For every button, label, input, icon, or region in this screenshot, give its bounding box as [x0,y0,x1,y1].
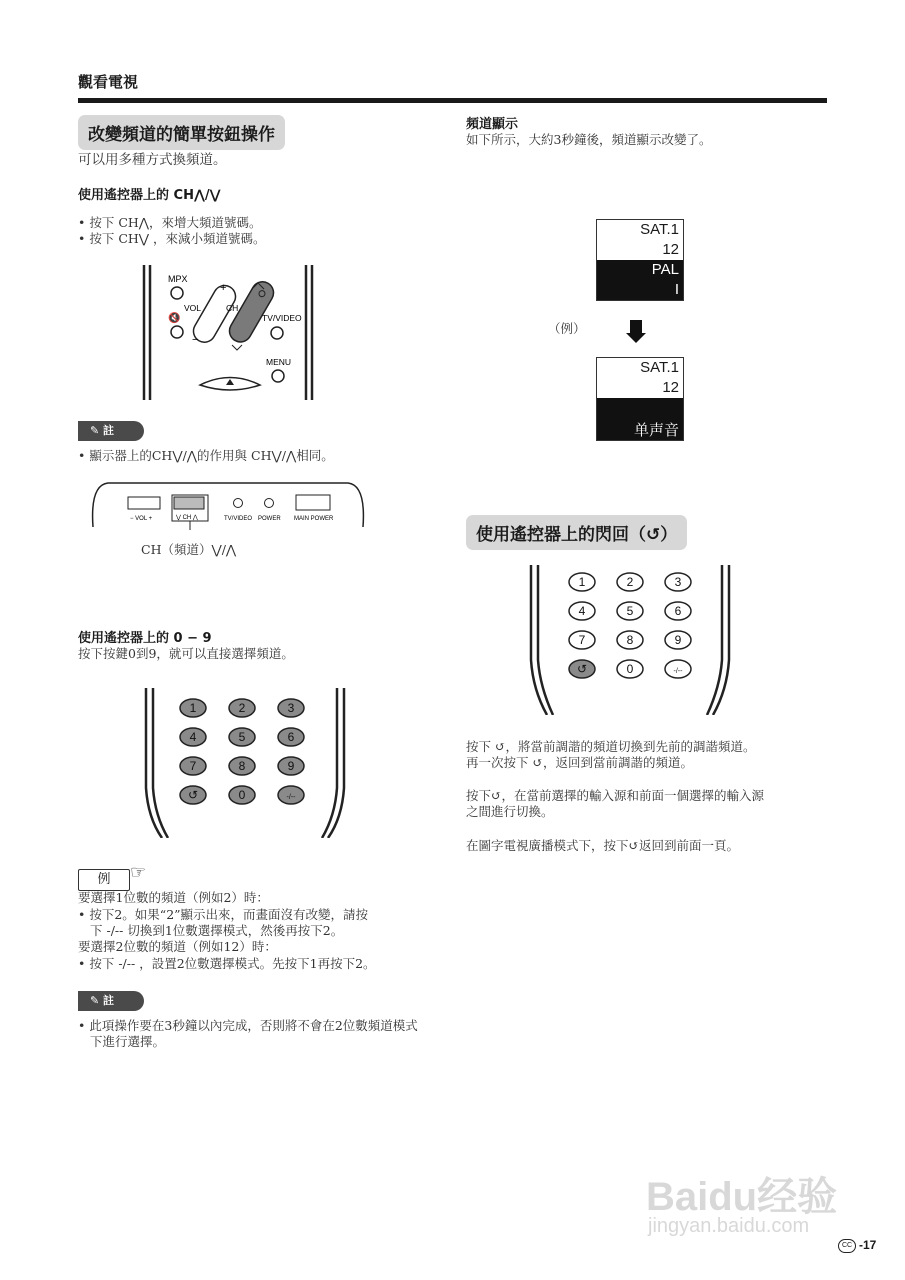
keypad-key-label-4: 5 [238,730,246,744]
display-desc: 如下所示，大約3秒鐘後，頻道顯示改變了。 [466,132,712,147]
note2-line-2: 下進行選擇。 [90,1034,166,1049]
osd-before-number: 12 [662,241,679,258]
keypad-key-label-5: 6 [287,730,295,744]
keypad-key-label-8: 9 [287,759,295,773]
keypad-key-label-1: 2 [626,575,634,589]
digits-heading: 使用遙控器上的 0 − 9 [78,631,212,646]
example-caption: （例） [548,321,586,336]
example-badge: 例 [78,869,130,891]
keypad-key-label-0: 1 [189,701,197,715]
keypad-key-label-6: 7 [189,759,197,773]
flash-p1-line-1: 按下 ↺，將當前調諧的頻道切換到先前的調諧頻道。 [466,739,756,754]
note1-text: • 顯示器上的CH⋁/⋀的作用與 CH⋁/⋀相同。 [78,447,334,464]
panel-power-label: POWER [258,516,281,522]
flash-p1-line-2: 再一次按下 ↺，返回到當前調諧的頻道。 [466,755,693,770]
keypad-key-label-9: ↺ [576,662,588,676]
osd-before-name: SAT.1 [640,221,679,238]
example-line-2: • 按下2。如果“2”顯示出來，而畫面沒有改變，請按 [78,906,368,923]
keypad-key-label-7: 8 [626,633,634,647]
keypad-key-label-4: 5 [626,604,634,618]
panel-main-power-label: MAIN POWER [294,516,334,522]
menu-label: MENU [266,357,292,367]
panel-caption: CH（頻道）⋁/⋀ [141,542,237,557]
osd-after-sound: 单声音 [597,398,683,440]
keypad-key-label-0: 1 [578,575,586,589]
note-badge-1: ✎ 註 [78,421,144,441]
example-line-5: • 按下 -/-- ，設置2位數選擇模式。先按下1再按下2。 [78,955,376,972]
ch-bullet-down: • 按下 CH⋁ ，來減小頻道號碼。 [78,230,266,247]
mpx-label: MPX [168,274,188,284]
osd-after-name: SAT.1 [640,359,679,376]
page-number: -17 [859,1238,877,1252]
note-badge-2: ✎ 註 [78,991,144,1011]
note2-line-1: • 此項操作要在3秒鐘以內完成，否則將不會在2位數頻道模式 [78,1017,418,1034]
tvvideo-label: TV/VIDEO [262,313,302,323]
pointing-hand-icon: ☞ [130,862,147,883]
keypad-key-label-3: 4 [578,604,586,618]
digits-desc: 按下按鍵0到9，就可以直接選擇頻道。 [78,646,294,661]
example-line-3: 下 -/-- 切換到1位數選擇模式，然後再按下2。 [90,923,344,938]
keypad-key-label-9: ↺ [187,788,199,802]
example-line-4: 要選擇2位數的頻道（例如12）時： [78,939,277,954]
panel-vol-label: − VOL + [130,516,153,522]
ch-label: CH [226,303,239,313]
vol-minus-label: − [192,334,199,346]
flashback-title: 使用遙控器上的閃回（↺） [466,515,687,550]
note-label-2: 註 [103,994,115,1007]
panel-ch-label: ⋁ CH ⋀ [176,515,198,521]
keypad-key-label-6: 7 [578,633,586,647]
watermark-url: jingyan.baidu.com [648,1215,810,1237]
flash-p3: 在圖字電視廣播模式下，按下↺返回到前面一頁。 [466,838,739,853]
intro-text: 可以用多種方式換頻道。 [78,152,227,168]
vol-label: VOL [184,303,202,313]
example-line-1: 要選擇1位數的頻道（例如2）時： [78,890,269,905]
ch-bullet-up: • 按下 CH⋀，來增大頻道號碼。 [78,214,262,231]
keypad-key-label-2: 3 [674,575,682,589]
keypad-key-label-11: -/-- [286,794,296,801]
keypad-illustration-left [140,688,350,838]
osd-before-system: PAL [597,260,683,280]
display-heading: 頻道顯示 [466,117,519,132]
osd-after [596,357,684,441]
panel-tvvideo-label: TV/VIDEO [224,516,253,522]
keypad-key-label-10: 0 [238,788,246,802]
top-rule [78,98,827,103]
keypad-key-label-7: 8 [238,759,246,773]
osd-before [596,219,684,301]
keypad-key-label-5: 6 [674,604,682,618]
vol-plus-label: + [220,282,227,294]
flash-p2-line-1: 按下↺，在當前選擇的輸入源和前面一個選擇的輸入源 [466,788,764,803]
flash-p2-line-2: 之間進行切換。 [466,804,554,819]
osd-before-sound: I [597,280,683,300]
tv-front-panel [88,475,368,530]
cc-icon: CC [838,1239,856,1253]
keypad-key-label-1: 2 [238,701,246,715]
arrow-down-head [626,333,646,343]
note-label-1: 註 [103,424,115,437]
osd-after-number: 12 [662,379,679,396]
keypad-illustration-right [525,565,735,715]
ch-heading: 使用遙控器上的 CH⋀/⋁ [78,188,221,203]
keypad-key-label-3: 4 [189,730,197,744]
mute-icon: 🔇 [168,313,181,324]
keypad-key-label-10: 0 [626,662,634,676]
watermark-brand: Baidu经验 [646,1175,838,1219]
keypad-key-label-8: 9 [674,633,682,647]
keypad-key-label-2: 3 [287,701,295,715]
remote-ch-illustration [140,265,320,400]
arrow-down-icon [630,320,642,334]
section-title: 改變頻道的簡單按鈕操作 [78,115,285,150]
keypad-key-label-11: -/-- [673,668,683,675]
section-header: 觀看電視 [78,73,139,91]
